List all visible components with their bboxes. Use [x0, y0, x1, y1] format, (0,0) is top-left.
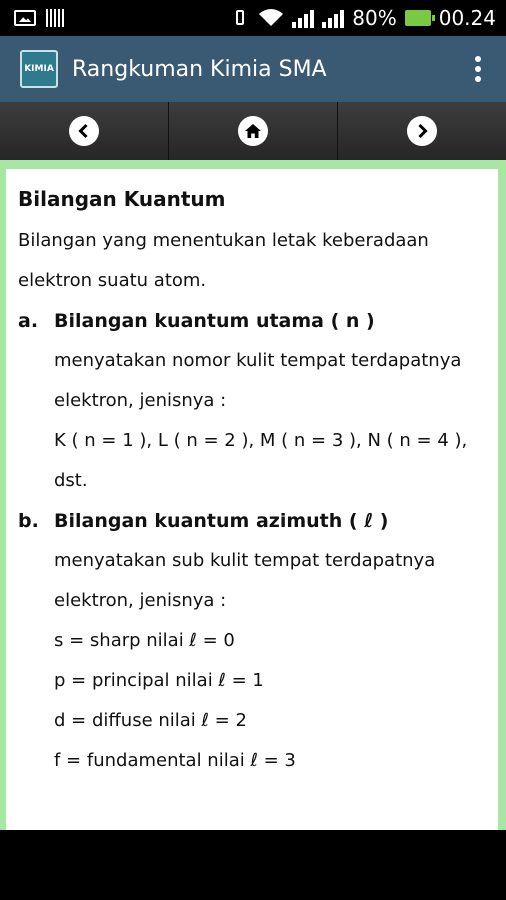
wifi-icon [258, 8, 284, 28]
status-bar [0, 0, 506, 36]
battery-percent: 80% [352, 6, 397, 30]
item-line: d = diffuse nilai ℓ = 2 [54, 710, 247, 731]
next-button[interactable] [338, 102, 506, 160]
app-title: Rangkuman Kimia SMA [72, 56, 327, 82]
item-line: f = fundamental nilai ℓ = 3 [54, 750, 296, 771]
list-marker: b. [18, 510, 39, 532]
bottom-area [0, 830, 506, 900]
home-button[interactable] [169, 102, 338, 160]
signal-2-icon [322, 8, 344, 28]
content-title: Bilangan Kuantum [18, 187, 226, 211]
navigation-bar [0, 102, 506, 160]
previous-button[interactable] [0, 102, 169, 160]
home-icon [244, 122, 262, 140]
item-line: p = principal nilai ℓ = 1 [54, 670, 264, 691]
list-marker: a. [18, 310, 39, 332]
item-heading: Bilangan kuantum azimuth ( ℓ ) [54, 510, 389, 532]
signal-1-icon [292, 8, 314, 28]
clock: 00.24 [438, 6, 496, 30]
content-panel [6, 169, 498, 830]
chevron-left-icon [76, 123, 92, 139]
barcode-notification-icon [46, 9, 64, 27]
list-item [18, 301, 488, 501]
item-line: K ( n = 1 ), L ( n = 2 ), M ( n = 3 ), N ( n = 4 ), dst. [54, 430, 468, 491]
overflow-menu-icon[interactable] [466, 56, 490, 82]
item-heading: Bilangan kuantum utama ( n ) [54, 310, 375, 332]
battery-charging-icon [405, 10, 431, 26]
app-bar [0, 36, 506, 102]
vibrate-icon [230, 8, 250, 28]
chevron-right-icon [414, 123, 430, 139]
app-logo: KIMIA [20, 50, 58, 88]
gallery-notification-icon [14, 10, 36, 26]
list-item [18, 501, 488, 781]
item-line: menyatakan nomor kulit tempat terdapatnya elektron, jenisnya : [54, 350, 462, 411]
item-line: s = sharp nilai ℓ = 0 [54, 630, 235, 651]
intro-text: Bilangan yang menentukan letak keberadaan elektron suatu atom. [18, 230, 429, 291]
item-line: menyatakan sub kulit tempat terdapatnya elektron, jenisnya : [54, 550, 436, 611]
